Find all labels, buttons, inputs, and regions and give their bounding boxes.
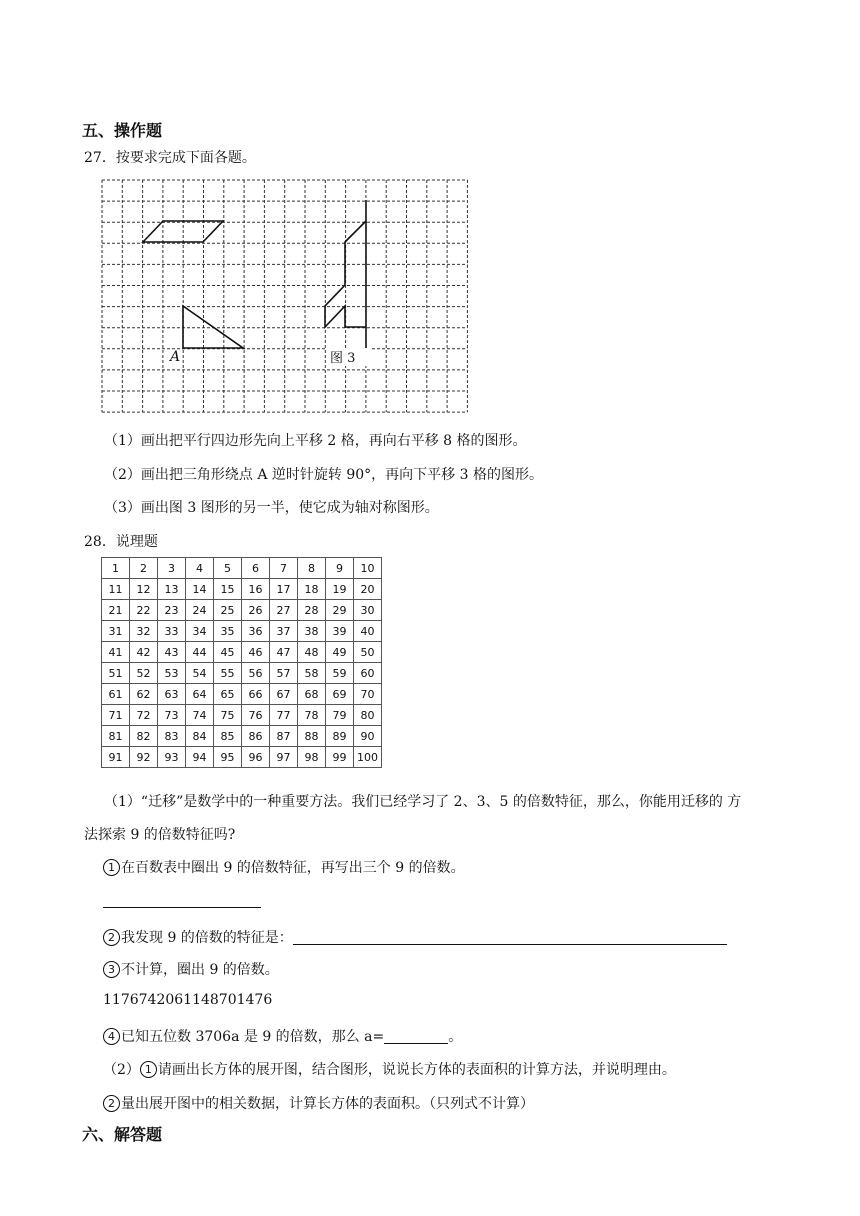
table-cell[interactable]: 93 xyxy=(158,747,186,768)
table-cell[interactable]: 74 xyxy=(186,705,214,726)
table-row xyxy=(102,726,382,747)
table-cell[interactable]: 35 xyxy=(214,621,242,642)
table-cell[interactable]: 76 xyxy=(242,705,270,726)
table-cell[interactable]: 6 xyxy=(242,558,270,579)
table-row xyxy=(102,579,382,600)
table-cell[interactable]: 31 xyxy=(102,621,130,642)
table-cell[interactable]: 84 xyxy=(186,726,214,747)
question-27-stem: 27．按要求完成下面各题。 xyxy=(84,150,256,166)
q28-step-4 xyxy=(103,1026,462,1046)
step-text: 请画出长方体的展开图，结合图形，说说长方体的表面积的计算方法，并说明理由。 xyxy=(157,1062,676,1078)
table-row xyxy=(102,663,382,684)
step-text: 量出展开图中的相关数据，计算长方体的表面积。（只列式不计算） xyxy=(121,1096,534,1112)
figure-3-label: 图 3 xyxy=(330,351,356,366)
table-cell[interactable]: 4 xyxy=(186,558,214,579)
answer-blank[interactable] xyxy=(384,1029,448,1044)
table-cell[interactable]: 52 xyxy=(130,663,158,684)
grid-figure xyxy=(100,178,472,414)
table-cell[interactable]: 26 xyxy=(242,600,270,621)
answer-blank[interactable] xyxy=(293,930,727,945)
table-cell[interactable]: 59 xyxy=(326,663,354,684)
table-cell[interactable]: 92 xyxy=(130,747,158,768)
table-cell[interactable]: 97 xyxy=(270,747,298,768)
step-text: 在百数表中圈出 9 的倍数特征，再写出三个 9 的倍数。 xyxy=(121,860,465,876)
table-cell[interactable]: 71 xyxy=(102,705,130,726)
q28-step-3 xyxy=(103,959,279,979)
hundred-table xyxy=(101,557,382,768)
number-sequence: 1176742061148701476 xyxy=(103,992,273,1008)
question-28-stem: 28．说理题 xyxy=(84,534,158,550)
table-cell[interactable]: 36 xyxy=(242,621,270,642)
table-cell[interactable]: 27 xyxy=(270,600,298,621)
table-cell[interactable]: 17 xyxy=(270,579,298,600)
table-cell[interactable]: 62 xyxy=(130,684,158,705)
table-cell[interactable]: 89 xyxy=(326,726,354,747)
table-row xyxy=(102,558,382,579)
table-cell[interactable]: 28 xyxy=(298,600,326,621)
table-cell[interactable]: 88 xyxy=(298,726,326,747)
circled-number: 3 xyxy=(103,961,120,978)
table-cell[interactable]: 46 xyxy=(242,642,270,663)
table-cell[interactable]: 69 xyxy=(326,684,354,705)
circled-number: 2 xyxy=(103,929,120,946)
section-title-solve: 六、解答题 xyxy=(82,1125,163,1144)
table-cell[interactable]: 78 xyxy=(298,705,326,726)
table-cell[interactable]: 21 xyxy=(102,600,130,621)
table-cell[interactable]: 53 xyxy=(158,663,186,684)
table-cell[interactable]: 19 xyxy=(326,579,354,600)
table-row xyxy=(102,621,382,642)
table-cell[interactable]: 98 xyxy=(298,747,326,768)
table-cell[interactable]: 5 xyxy=(214,558,242,579)
table-cell[interactable]: 68 xyxy=(298,684,326,705)
table-cell[interactable]: 66 xyxy=(242,684,270,705)
table-cell[interactable]: 37 xyxy=(270,621,298,642)
table-cell[interactable]: 82 xyxy=(130,726,158,747)
circled-number: 2 xyxy=(103,1095,120,1112)
table-cell[interactable]: 45 xyxy=(214,642,242,663)
table-cell[interactable]: 23 xyxy=(158,600,186,621)
table-cell[interactable]: 55 xyxy=(214,663,242,684)
table-cell[interactable]: 56 xyxy=(242,663,270,684)
dashed-grid xyxy=(102,180,467,412)
table-row xyxy=(102,705,382,726)
table-cell[interactable]: 11 xyxy=(102,579,130,600)
q28-part1-line1: （1）“迁移”是数学中的一种重要方法。我们已经学习了 2、3、5 的倍数特征，那么，你能用迁移的 方 xyxy=(104,794,742,810)
circled-number: 1 xyxy=(140,1061,157,1078)
table-cell[interactable]: 90 xyxy=(354,726,382,747)
table-cell[interactable]: 25 xyxy=(214,600,242,621)
table-cell[interactable]: 60 xyxy=(354,663,382,684)
step-text: 我发现 9 的倍数的特征是： xyxy=(121,930,293,946)
table-cell[interactable]: 42 xyxy=(130,642,158,663)
table-cell[interactable]: 12 xyxy=(130,579,158,600)
table-cell[interactable]: 47 xyxy=(270,642,298,663)
table-cell[interactable]: 22 xyxy=(130,600,158,621)
table-cell[interactable]: 85 xyxy=(214,726,242,747)
table-cell[interactable]: 41 xyxy=(102,642,130,663)
q28-step-1 xyxy=(103,857,465,877)
table-cell[interactable]: 100 xyxy=(354,747,382,768)
table-cell[interactable]: 77 xyxy=(270,705,298,726)
part2-prefix: （2） xyxy=(103,1062,140,1078)
q28-part2-step-1 xyxy=(103,1059,676,1079)
table-cell[interactable]: 63 xyxy=(158,684,186,705)
table-cell[interactable]: 8 xyxy=(298,558,326,579)
point-a-label: A xyxy=(170,349,181,365)
table-cell[interactable]: 51 xyxy=(102,663,130,684)
table-cell[interactable]: 91 xyxy=(102,747,130,768)
table-cell[interactable]: 13 xyxy=(158,579,186,600)
table-cell[interactable]: 96 xyxy=(242,747,270,768)
table-cell[interactable]: 79 xyxy=(326,705,354,726)
step-text: 不计算，圈出 9 的倍数。 xyxy=(121,962,279,978)
table-cell[interactable]: 15 xyxy=(214,579,242,600)
table-row xyxy=(102,642,382,663)
table-cell[interactable]: 73 xyxy=(158,705,186,726)
table-cell[interactable]: 57 xyxy=(270,663,298,684)
table-cell[interactable]: 1 xyxy=(102,558,130,579)
table-cell[interactable]: 65 xyxy=(214,684,242,705)
table-cell[interactable]: 64 xyxy=(186,684,214,705)
table-cell[interactable]: 32 xyxy=(130,621,158,642)
table-cell[interactable]: 95 xyxy=(214,747,242,768)
table-row xyxy=(102,600,382,621)
table-cell[interactable]: 54 xyxy=(186,663,214,684)
table-cell[interactable]: 44 xyxy=(186,642,214,663)
table-cell[interactable]: 87 xyxy=(270,726,298,747)
table-cell[interactable]: 38 xyxy=(298,621,326,642)
table-cell[interactable]: 67 xyxy=(270,684,298,705)
table-cell[interactable]: 81 xyxy=(102,726,130,747)
table-cell[interactable]: 30 xyxy=(354,600,382,621)
table-row xyxy=(102,747,382,768)
circled-number: 4 xyxy=(103,1028,120,1045)
q28-step-2 xyxy=(103,927,727,947)
table-cell[interactable]: 9 xyxy=(326,558,354,579)
table-cell[interactable]: 99 xyxy=(326,747,354,768)
table-cell[interactable]: 7 xyxy=(270,558,298,579)
table-row xyxy=(102,684,382,705)
q27-item-2: （2）画出把三角形绕点 A 逆时针旋转 90°，再向下平移 3 格的图形。 xyxy=(104,467,543,483)
q27-item-1: （1）画出把平行四边形先向上平移 2 格，再向右平移 8 格的图形。 xyxy=(104,433,527,449)
table-cell[interactable]: 18 xyxy=(298,579,326,600)
step-text: 已知五位数 3706a 是 9 的倍数，那么 a= xyxy=(121,1029,385,1045)
table-cell[interactable]: 3 xyxy=(158,558,186,579)
table-cell[interactable]: 39 xyxy=(326,621,354,642)
table-cell[interactable]: 61 xyxy=(102,684,130,705)
table-cell[interactable]: 16 xyxy=(242,579,270,600)
table-cell[interactable]: 33 xyxy=(158,621,186,642)
table-cell[interactable]: 83 xyxy=(158,726,186,747)
table-cell[interactable]: 29 xyxy=(326,600,354,621)
circled-number: 1 xyxy=(103,859,120,876)
section-title-operation: 五、操作题 xyxy=(82,121,163,140)
table-cell[interactable]: 86 xyxy=(242,726,270,747)
table-cell[interactable]: 80 xyxy=(354,705,382,726)
q27-item-3: （3）画出图 3 图形的另一半，使它成为轴对称图形。 xyxy=(104,500,439,516)
table-cell[interactable]: 40 xyxy=(354,621,382,642)
table-cell[interactable]: 10 xyxy=(354,558,382,579)
table-cell[interactable]: 58 xyxy=(298,663,326,684)
table-cell[interactable]: 94 xyxy=(186,747,214,768)
table-cell[interactable]: 24 xyxy=(186,600,214,621)
table-cell[interactable]: 43 xyxy=(158,642,186,663)
table-cell[interactable]: 20 xyxy=(354,579,382,600)
triangle-shape xyxy=(183,306,243,348)
q28-part1-line2: 法探索 9 的倍数特征吗? xyxy=(84,827,236,843)
table-cell[interactable]: 14 xyxy=(186,579,214,600)
table-cell[interactable]: 72 xyxy=(130,705,158,726)
table-cell[interactable]: 49 xyxy=(326,642,354,663)
table-cell[interactable]: 50 xyxy=(354,642,382,663)
q28-part2-step-2 xyxy=(103,1093,534,1113)
table-cell[interactable]: 48 xyxy=(298,642,326,663)
table-cell[interactable]: 34 xyxy=(186,621,214,642)
answer-blank-line[interactable] xyxy=(103,907,261,908)
table-cell[interactable]: 75 xyxy=(214,705,242,726)
step-text-end: 。 xyxy=(448,1029,463,1045)
table-cell[interactable]: 2 xyxy=(130,558,158,579)
table-cell[interactable]: 70 xyxy=(354,684,382,705)
